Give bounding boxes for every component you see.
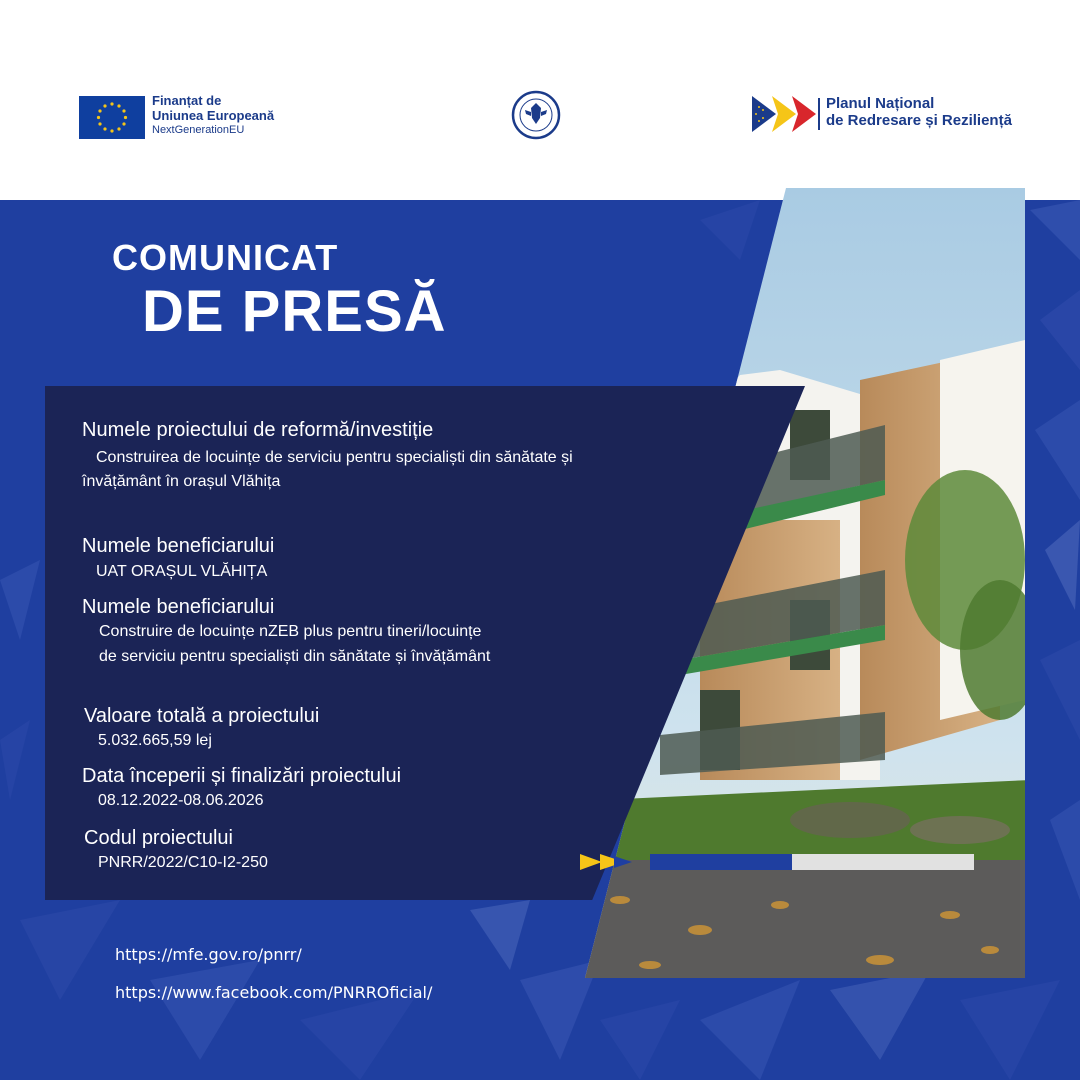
decorative-progress-bar — [580, 850, 976, 874]
project-name-label: Numele proiectului de reformă/investiție — [82, 419, 434, 441]
beneficiary-value: UAT ORAȘUL VLĂHIȚA — [96, 563, 268, 580]
eu-text-line1: Finanțat de — [152, 93, 222, 108]
beneficiary2-label: Numele beneficiarului — [82, 596, 275, 618]
beneficiary2-value-line1: Construire de locuințe nZEB plus pentru tineri/locuințe — [99, 623, 482, 640]
headline-line2: DE PRESĂ — [142, 279, 447, 344]
project-name-value-line1: Construirea de locuințe de serviciu pentru specialiști din sănătate și — [96, 449, 573, 466]
facebook-link[interactable]: https://www.facebook.com/PNRROficial/ — [115, 983, 433, 1002]
beneficiary2-value-line2: de serviciu pentru specialiști din sănătate și învățământ — [99, 648, 491, 665]
project-dates-value: 08.12.2022-08.06.2026 — [98, 792, 264, 809]
headline-line1: COMUNICAT — [112, 237, 339, 278]
beneficiary-label: Numele beneficiarului — [82, 535, 275, 557]
website-link[interactable]: https://mfe.gov.ro/pnrr/ — [115, 945, 302, 964]
project-dates-label: Data începerii și finalizări proiectului — [82, 765, 402, 787]
eu-text-line2: Uniunea Europeană — [152, 108, 275, 123]
eu-text-line3: NextGenerationEU — [152, 124, 245, 136]
project-name-value-line2: învățământ în orașul Vlăhița — [82, 473, 281, 490]
pnrr-text-line2: de Redresare și Reziliență — [826, 112, 1012, 129]
project-code-value: PNRR/2022/C10-I2-250 — [98, 854, 268, 871]
project-value-label: Valoare totală a proiectului — [84, 705, 320, 727]
project-value-amount: 5.032.665,59 lej — [98, 732, 212, 749]
pnrr-text-line1: Planul Național — [826, 95, 935, 112]
project-code-label: Codul proiectului — [84, 827, 233, 849]
